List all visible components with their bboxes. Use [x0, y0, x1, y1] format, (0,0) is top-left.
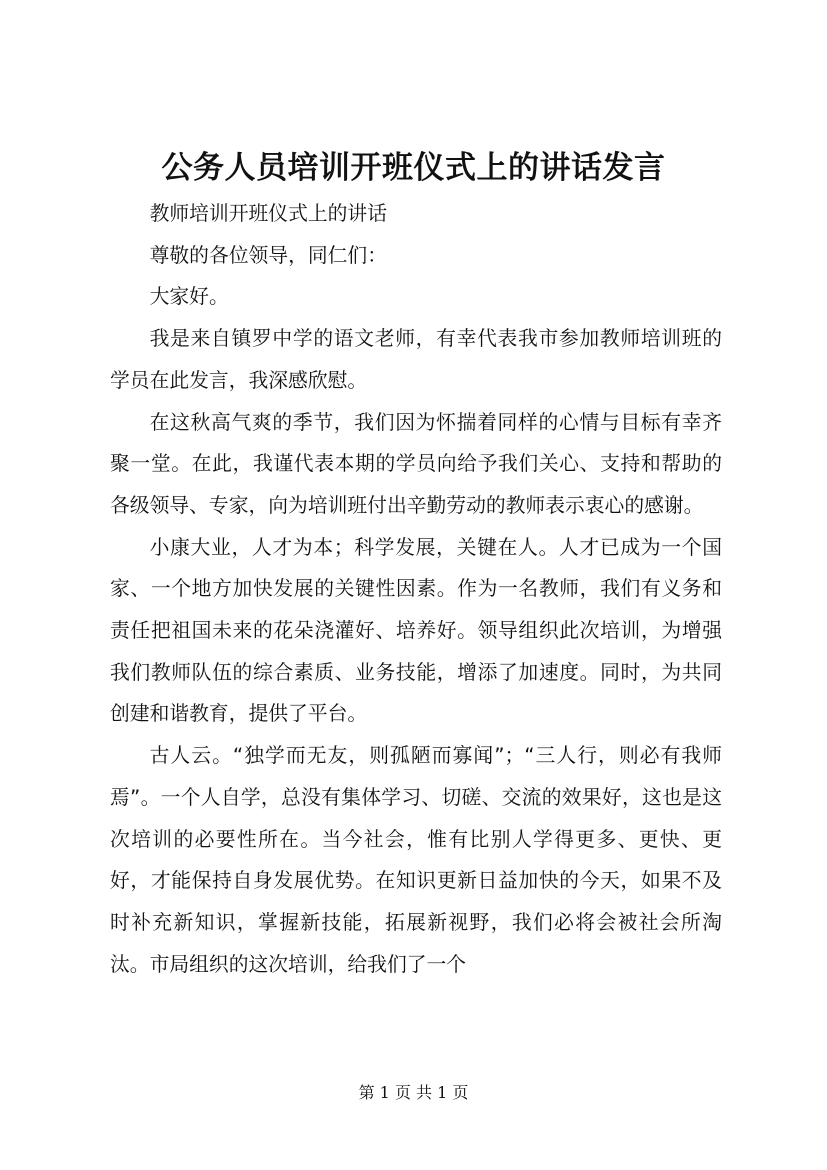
document-title: 公务人员培训开班仪式上的讲话发言: [161, 150, 666, 186]
paragraph-subtitle: 教师培训开班仪式上的讲话: [149, 202, 387, 225]
document-body: [110, 193, 722, 985]
paragraph-talent: 小康大业，人才为本；科学发展，关键在人。人才已成为一个国家、一个地方加快发展的关键性因素。作为一名教师，我们有义务和责任把祖国未来的花朵浇灌好、培养好。领导组织此次培训，为增强我们教师队伍的综合素质、业务技能，增添了加速度。同时，为共同创建和谐教育，提供了平台。: [110, 535, 722, 726]
paragraph-introduction: 我是来自镇罗中学的语文老师，有幸代表我市参加教师培训班的学员在此发言，我深感欣慰。: [110, 327, 722, 392]
paragraph-greeting: 大家好。: [149, 285, 229, 309]
page-number-footer: 第 1 页 共 1 页: [358, 1083, 469, 1102]
paragraph-learning: 古人云。“独学而无友，则孤陋而寡闻”；“三人行，则必有我师焉”。一个人自学，总没有集体学习、切磋、交流的效果好，这也是这次培训的必要性所在。当今社会，惟有比别人学得更多、更快、更好，才能保持自身发展优势。在知识更新日益加快的今天，如果不及时补充新知识，掌握新技能，拓展新视野，我们必将会被社会所淘汰。市局组织的这次培训，给我们了一个: [110, 744, 722, 976]
paragraph-thanks: 在这秋高气爽的季节，我们因为怀揣着同样的心情与目标有幸齐聚一堂。在此，我谨代表本期的学员向给予我们关心、支持和帮助的各级领导、专家，向为培训班付出辛勤劳动的教师表示衷心的感谢。: [110, 410, 722, 517]
paragraph-salutation: 尊敬的各位领导，同仁们：: [149, 243, 387, 267]
